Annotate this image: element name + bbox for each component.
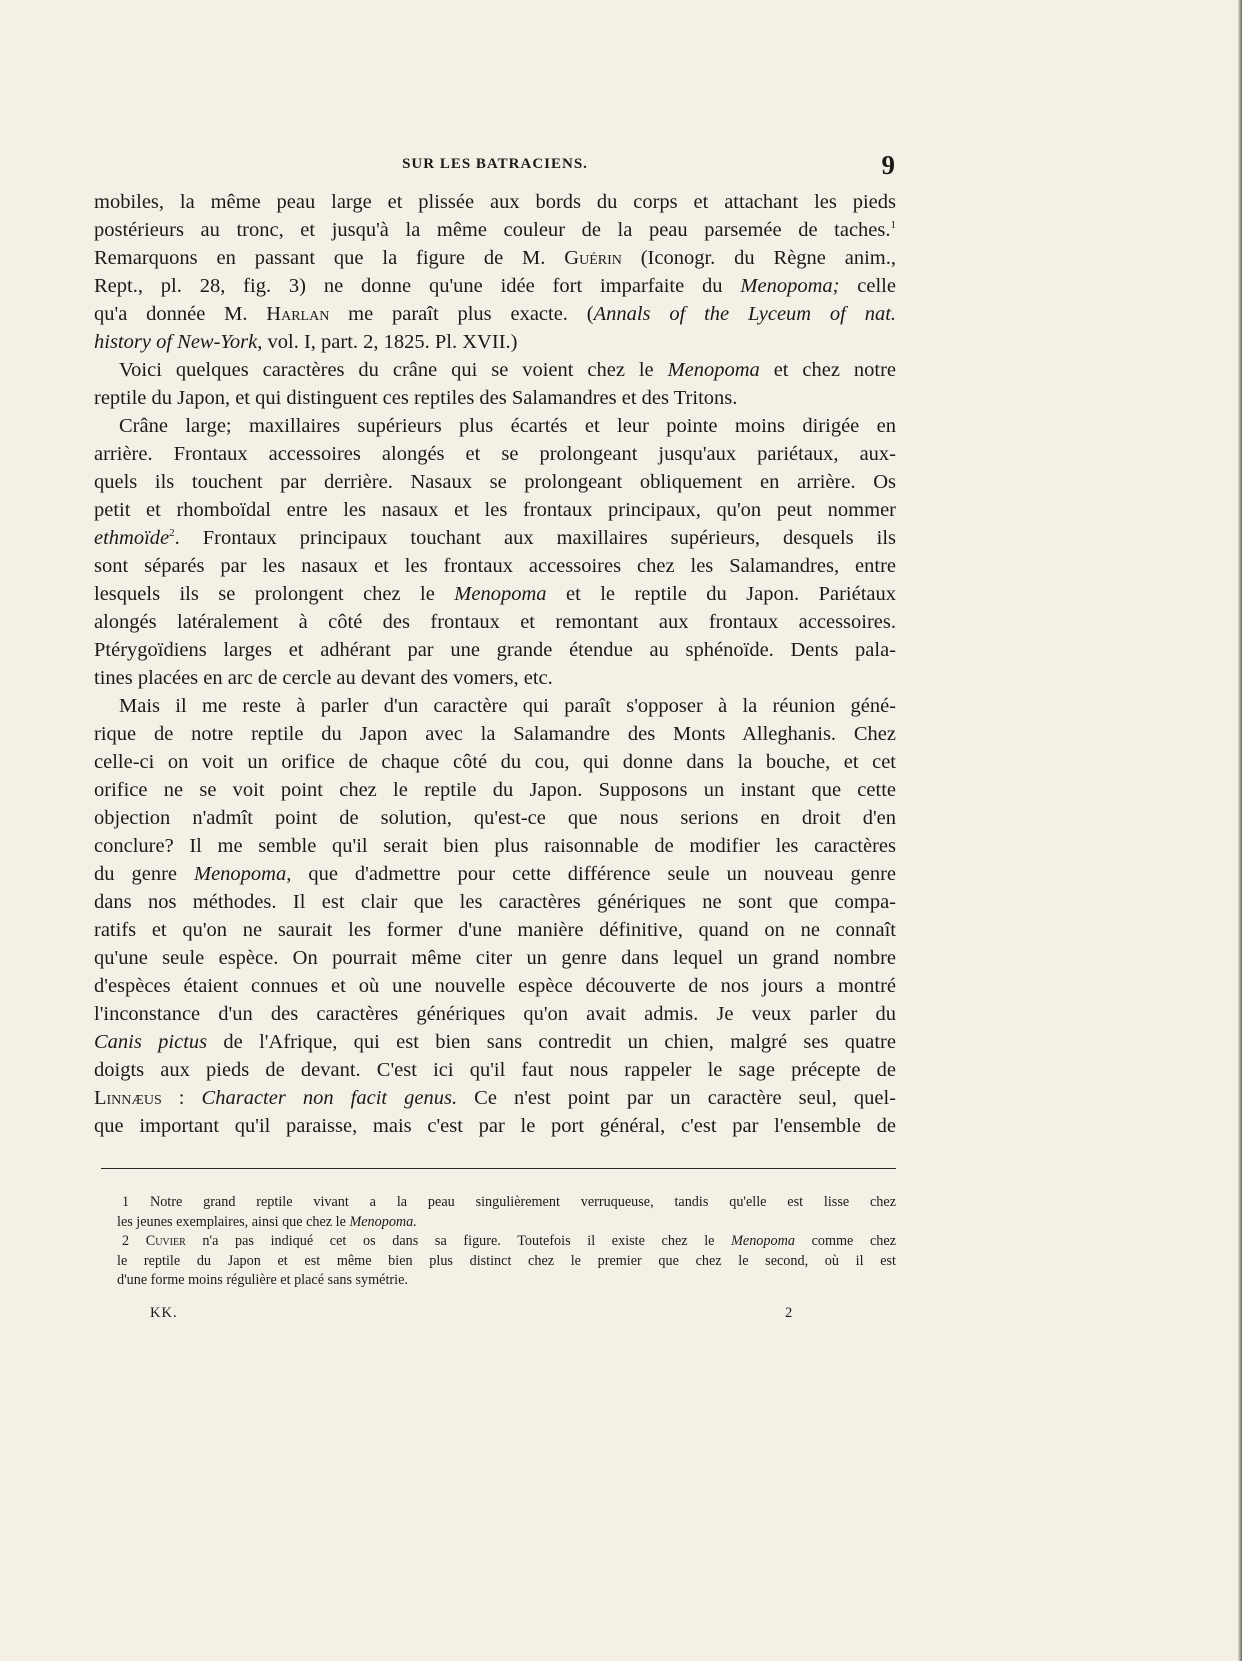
text-line: [94, 580, 896, 608]
text-run: 2: [122, 1233, 146, 1249]
text-run: dans nos méthodes. Il est clair que les caractères génériques ne sont que compa-: [94, 891, 896, 913]
text-run: Guérin: [564, 247, 622, 269]
text-line: [94, 748, 896, 776]
text-line: [94, 524, 896, 552]
text-run: qu'a donnée M.: [94, 303, 267, 325]
text-line: [94, 300, 896, 328]
text-run: doigts aux pieds de devant. C'est ici qu'il faut nous rappeler le sage précepte de: [94, 1059, 896, 1081]
text-run: Cuvier: [145, 1233, 186, 1249]
text-run: conclure? Il me semble qu'il serait bien plus raisonnable de modifier les caractères: [94, 835, 896, 857]
text-line: [94, 636, 896, 664]
text-line: [94, 860, 896, 888]
footnote-ref: 2: [169, 527, 175, 540]
text-run: celle: [839, 275, 896, 297]
text-run: (Iconogr. du Règne anim.,: [621, 247, 896, 269]
text-line: [94, 608, 896, 636]
text-run: alongés latéralement à côté des frontaux et remontant aux frontaux accessoires.: [94, 611, 896, 633]
text-run: postérieurs au tronc, et jusqu'à la même couleur de la peau parsemée de taches.: [94, 219, 891, 241]
text-run: arrière. Frontaux accessoires alongés et se prolongeant jusqu'aux pariétaux, aux-: [94, 443, 896, 465]
footnote-ref: 1: [890, 219, 896, 232]
text-run: history of New-York: [94, 331, 258, 353]
signature-line: [150, 1305, 800, 1325]
page-edge-shadow: [1238, 0, 1242, 1661]
text-run: du genre: [94, 863, 194, 885]
text-line: [94, 1112, 896, 1140]
text-run: et chez notre: [759, 359, 896, 381]
footnotes: [117, 1193, 896, 1291]
text-run: celle-ci on voit un orifice de chaque côté du cou, qui donne dans la bouche, et cet: [94, 751, 896, 773]
text-run: ratifs et qu'on ne saurait les former d'une manière définitive, quand on ne connaît: [94, 919, 896, 941]
text-run: reptile du Japon, et qui distinguent ces reptiles des Salamandres et des Tritons.: [94, 387, 738, 409]
text-line: [94, 944, 896, 972]
text-run: :: [161, 1087, 202, 1109]
text-line: [94, 216, 896, 244]
text-run: objection n'admît point de solution, qu'est-ce que nous serions en droit d'en: [94, 807, 896, 829]
footnote-line: [117, 1271, 896, 1291]
text-line: [94, 188, 896, 216]
text-run: Menopoma.: [349, 1213, 417, 1230]
text-run: tines placées en arc de cercle au devant des vomers, etc.: [94, 667, 553, 689]
text-run: d'une forme moins régulière et placé sans symétrie.: [117, 1272, 408, 1288]
text-run: Rept., pl. 28, fig. 3) ne donne qu'une idée fort imparfaite du: [94, 275, 741, 297]
text-line: [94, 832, 896, 860]
text-line: [94, 1000, 896, 1028]
text-line: [94, 692, 896, 720]
text-line: [94, 804, 896, 832]
text-run: Menopoma;: [740, 275, 840, 297]
text-line: [94, 328, 896, 356]
text-run: sont séparés par les nasaux et les frontaux accessoires chez les Salamandres, entre: [94, 555, 896, 577]
text-run: Ptérygoïdiens larges et adhérant par une grande étendue au sphénoïde. Dents pala-: [94, 639, 896, 661]
text-run: , que d'admettre pour cette différence seule un nouveau genre: [286, 863, 897, 885]
text-run: petit et rhomboïdal entre les nasaux et les frontaux principaux, qu'on peut nommer: [94, 499, 896, 521]
text-run: me paraît plus exacte. (: [329, 303, 594, 325]
text-run: Menopoma: [454, 583, 547, 605]
text-line: [94, 384, 896, 412]
text-run: comme chez: [794, 1233, 896, 1249]
text-line: [94, 664, 896, 692]
footnote-line: [117, 1232, 896, 1252]
text-run: Canis pictus: [94, 1031, 208, 1053]
text-run: Mais il me reste à parler d'un caractère qui paraît s'opposer à la réunion géné-: [119, 695, 896, 717]
text-line: [94, 776, 896, 804]
text-run: n'a pas indiqué cet os dans sa figure. Toutefois il existe chez le: [185, 1233, 732, 1249]
sheet-number: 2: [785, 1305, 793, 1321]
text-run: les jeunes exemplaires, ainsi que chez le: [117, 1213, 350, 1230]
text-run: Remarquons en passant que la figure de M.: [94, 247, 565, 269]
text-run: Linnæus: [94, 1087, 162, 1109]
text-line: [94, 496, 896, 524]
text-run: . Frontaux principaux touchant aux maxillaires supérieurs, desquels ils: [174, 527, 896, 549]
footnote-line: [117, 1213, 896, 1233]
text-run: Character non facit genus.: [201, 1087, 458, 1109]
body-text: [94, 188, 896, 1140]
text-run: de l'Afrique, qui est bien sans contredit un chien, malgré ses quatre: [207, 1031, 896, 1053]
text-run: Menopoma: [194, 863, 287, 885]
text-run: que important qu'il paraisse, mais c'est par le port général, c'est par l'ensemble de: [94, 1115, 896, 1137]
text-line: [94, 468, 896, 496]
text-run: Voici quelques caractères du crâne qui se voient chez le: [119, 359, 668, 381]
text-line: [94, 272, 896, 300]
text-line: [94, 440, 896, 468]
text-run: Ce n'est point par un caractère seul, quel-: [457, 1087, 896, 1109]
footnote-line: [117, 1193, 896, 1213]
text-run: Menopoma: [731, 1233, 795, 1249]
text-line: [94, 356, 896, 384]
text-line: [94, 916, 896, 944]
text-run: le reptile du Japon et est même bien plus distinct chez le premier que chez le second, où il est: [117, 1252, 896, 1269]
text-run: , vol. I, part. 2, 1825. Pl. XVII.): [257, 331, 518, 353]
text-line: [94, 552, 896, 580]
text-line: [94, 1028, 896, 1056]
text-run: d'espèces étaient connues et où une nouvelle espèce découverte de nos jours a montré: [94, 975, 896, 997]
text-run: qu'une seule espèce. On pourrait même citer un genre dans lequel un grand nombre: [94, 947, 896, 969]
text-run: ethmoïde: [94, 527, 170, 549]
text-line: [94, 720, 896, 748]
text-run: rique de notre reptile du Japon avec la Salamandre des Monts Alleghanis. Chez: [94, 723, 896, 745]
signature-mark: KK.: [150, 1305, 178, 1321]
text-line: [94, 888, 896, 916]
text-line: [94, 244, 896, 272]
footnote-separator: [101, 1168, 896, 1169]
page-header: [95, 150, 895, 180]
text-run: Harlan: [266, 303, 330, 325]
text-run: Annals of the Lyceum of nat.: [593, 303, 897, 325]
text-run: Menopoma: [667, 359, 760, 381]
text-run: et le reptile du Japon. Pariétaux: [546, 583, 896, 605]
text-run: quels ils touchent par derrière. Nasaux se prolongeant obliquement en arrière. Os: [94, 471, 896, 493]
text-line: [94, 1056, 896, 1084]
text-run: l'inconstance d'un des caractères génériques qu'on avait admis. Je veux parler du: [94, 1003, 896, 1025]
text-line: [94, 972, 896, 1000]
text-line: [94, 412, 896, 440]
text-run: 1 Notre grand reptile vivant a la peau singulièrement verruqueuse, tandis qu'elle est lisse chez: [122, 1194, 896, 1210]
text-line: [94, 1084, 896, 1112]
running-head: SUR LES BATRACIENS.: [402, 156, 588, 172]
footnote-line: [117, 1252, 896, 1272]
page-number: 9: [881, 150, 895, 180]
text-run: Crâne large; maxillaires supérieurs plus écartés et leur pointe moins dirigée en: [119, 415, 896, 437]
text-run: orifice ne se voit point chez le reptile du Japon. Supposons un instant que cette: [94, 779, 896, 801]
text-run: mobiles, la même peau large et plissée aux bords du corps et attachant les pieds: [94, 191, 896, 213]
text-run: lesquels ils se prolongent chez le: [94, 583, 455, 605]
